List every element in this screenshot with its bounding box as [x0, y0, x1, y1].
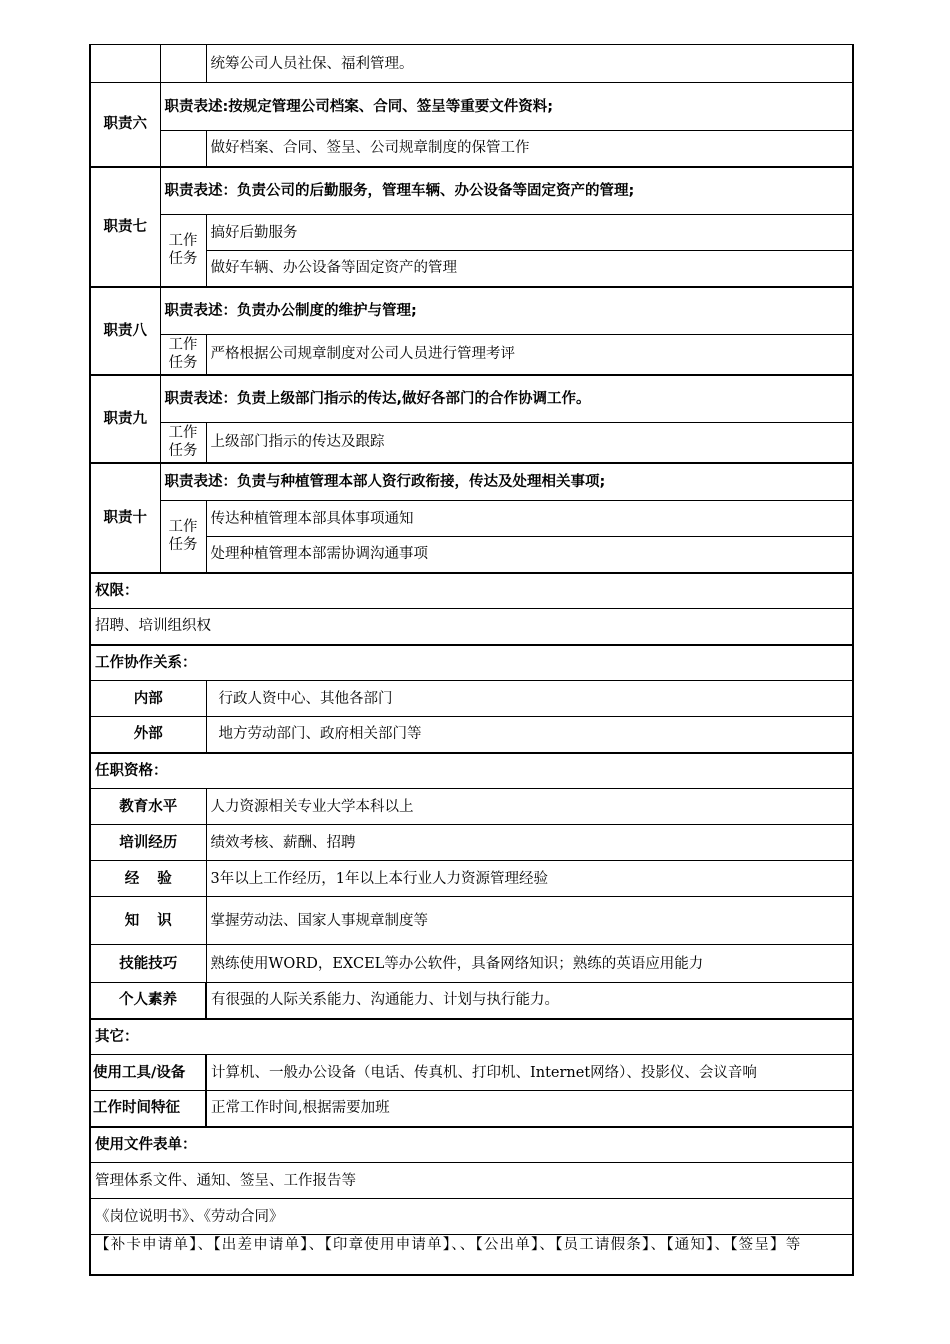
relations-heading: 工作协作关系：: [90, 645, 853, 681]
other-time-label: 工作时间特征: [90, 1091, 206, 1127]
relations-external-label: 外部: [90, 717, 206, 753]
other-heading: 其它：: [90, 1019, 853, 1055]
qual-training-label: 培训经历: [90, 825, 206, 861]
authority-content: 招聘、培训组织权: [90, 609, 853, 645]
duty10-description: 职责表述：负责与种植管理本部人资行政衔接，传达及处理相关事项;: [160, 463, 853, 501]
relations-external: 地方劳动部门、政府相关部门等: [206, 717, 853, 753]
qual-experience-value: 3年以上工作经历，1年以上本行业人力资源管理经验: [206, 861, 853, 897]
qual-education-label: 教育水平: [90, 789, 206, 825]
qual-quality-value: 有很强的人际关系能力、沟通能力、计划与执行能力。: [206, 983, 853, 1019]
other-tools-value: 计算机、一般办公设备（电话、传真机、打印机、Internet网络）、投影仪、会议音响: [206, 1055, 853, 1091]
duty8-label: 职责八: [90, 287, 160, 375]
duty7-task-1: 搞好后勤服务: [206, 215, 853, 251]
qual-education-value: 人力资源相关专业大学本科以上: [206, 789, 853, 825]
forms-line-2: 《岗位说明书》、《劳动合同》: [90, 1199, 853, 1235]
other-tools-label: 使用工具/设备: [90, 1055, 206, 1091]
qual-knowledge-label: 知识: [90, 897, 206, 945]
qualifications-heading: 任职资格：: [90, 753, 853, 789]
duty-table: [89, 44, 854, 1276]
qual-quality-label: 个人素养: [90, 983, 206, 1019]
duty7-task-2: 做好车辆、办公设备等固定资产的管理: [206, 251, 853, 287]
qual-skills-value: 熟练使用WORD，EXCEL等办公软件，具备网络知识；熟练的英语应用能力: [206, 945, 853, 983]
job-description-document: [89, 44, 852, 1276]
duty8-task: 严格根据公司规章制度对公司人员进行管理考评: [206, 335, 853, 375]
duty6-task: 做好档案、合同、签呈、公司规章制度的保管工作: [206, 131, 853, 167]
other-time-value: 正常工作时间,根据需要加班: [206, 1091, 853, 1127]
duty7-task-label: 工作任务: [160, 215, 206, 287]
duty6-label: 职责六: [90, 83, 160, 167]
duty6-description: 职责表述:按规定管理公司档案、合同、签呈等重要文件资料;: [160, 83, 853, 131]
duty10-label: 职责十: [90, 463, 160, 573]
duty6-task-label-cell: [160, 131, 206, 167]
relations-internal: 行政人资中心、其他各部门: [206, 681, 853, 717]
duty9-description: 职责表述：负责上级部门指示的传达,做好各部门的合作协调工作。: [160, 375, 853, 423]
duty7-label: 职责七: [90, 167, 160, 287]
duty5-task: 统筹公司人员社保、福利管理。: [206, 45, 853, 83]
duty8-task-label: 工作任务: [160, 335, 206, 375]
duty9-task: 上级部门指示的传达及跟踪: [206, 423, 853, 463]
qual-skills-label: 技能技巧: [90, 945, 206, 983]
forms-line-3: 【补卡申请单】、【出差申请单】、【印章使用申请单】、、【公出单】、【员工请假条】、【通知】、【签呈】等: [90, 1235, 853, 1275]
authority-heading: 权限：: [90, 573, 853, 609]
duty10-task-1: 传达种植管理本部具体事项通知: [206, 501, 853, 537]
qual-training-value: 绩效考核、薪酬、招聘: [206, 825, 853, 861]
duty9-task-label: 工作任务: [160, 423, 206, 463]
forms-line-1: 管理体系文件、通知、签呈、工作报告等: [90, 1163, 853, 1199]
qual-knowledge-value: 掌握劳动法、国家人事规章制度等: [206, 897, 853, 945]
duty7-description: 职责表述：负责公司的后勤服务，管理车辆、办公设备等固定资产的管理;: [160, 167, 853, 215]
duty5-task-label-cell: [160, 45, 206, 83]
relations-internal-label: 内部: [90, 681, 206, 717]
qual-experience-label: 经验: [90, 861, 206, 897]
forms-heading: 使用文件表单：: [90, 1127, 853, 1163]
duty10-task-label: 工作任务: [160, 501, 206, 573]
duty10-task-2: 处理种植管理本部需协调沟通事项: [206, 537, 853, 573]
duty9-label: 职责九: [90, 375, 160, 463]
duty8-description: 职责表述：负责办公制度的维护与管理;: [160, 287, 853, 335]
duty5-label-cell: [90, 45, 160, 83]
